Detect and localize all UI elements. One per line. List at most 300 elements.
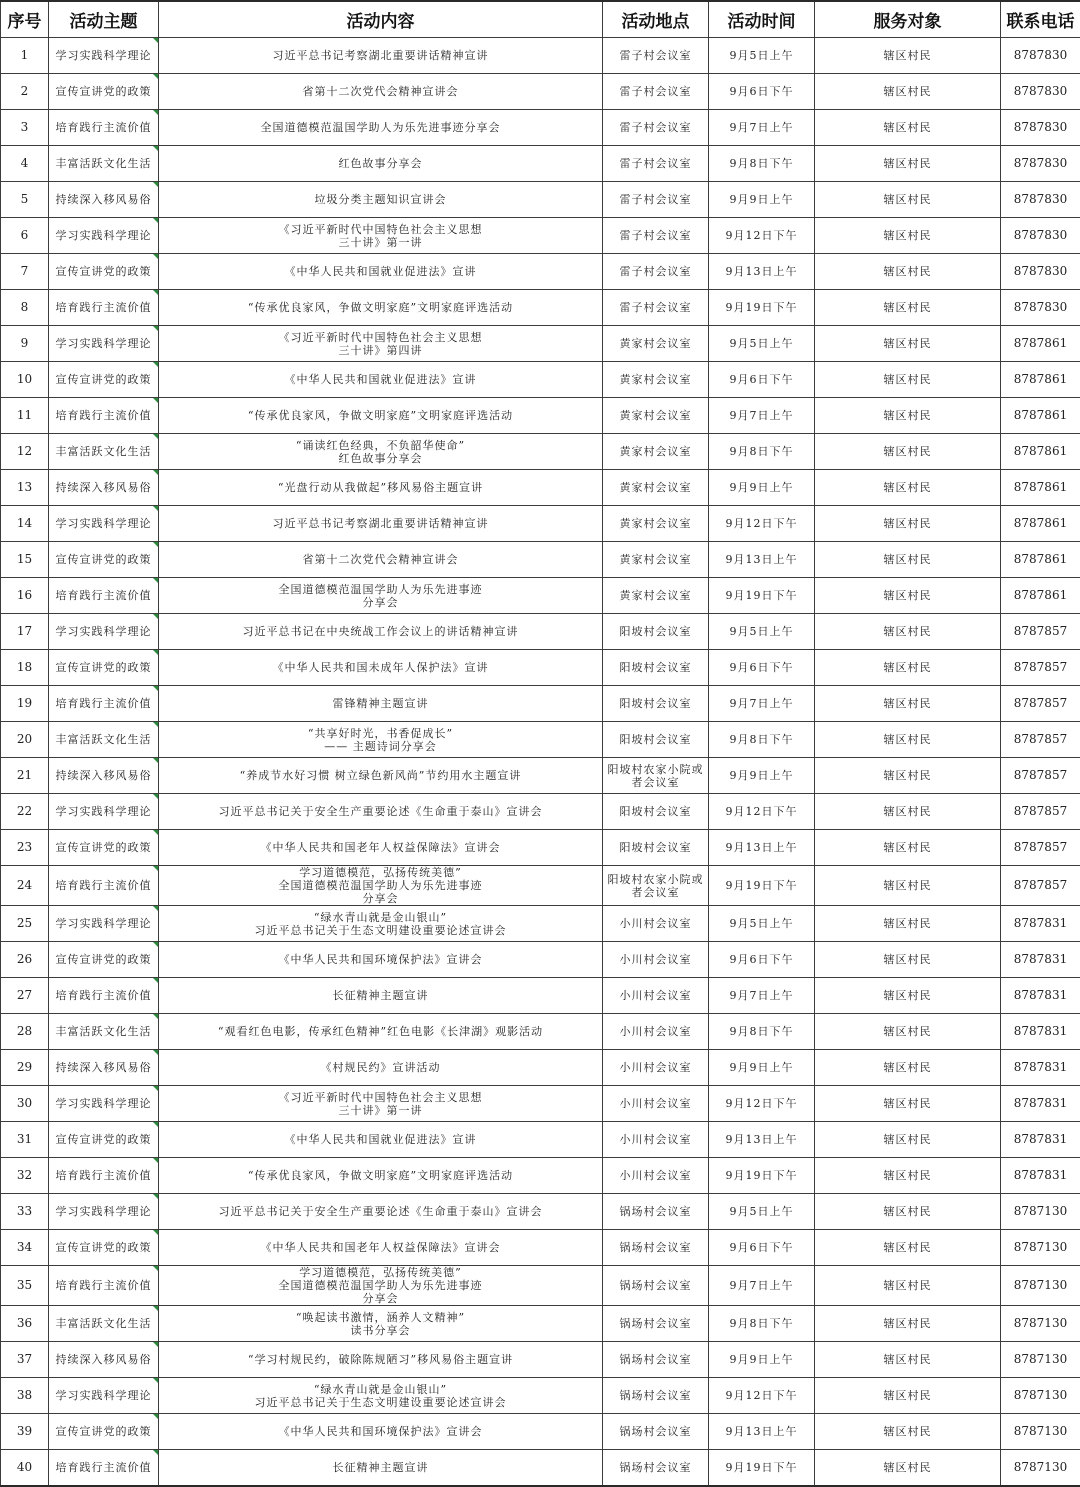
table-row xyxy=(1,146,1080,182)
table-row xyxy=(1,38,1080,74)
cell-target: 辖区村民 xyxy=(815,650,1001,686)
table-row xyxy=(1,1158,1080,1194)
cell-time: 9月9日上午 xyxy=(709,1050,815,1086)
table-row xyxy=(1,578,1080,614)
cell-place: 阳坡村会议室 xyxy=(603,650,709,686)
cell-content: 全国道德模范温国学助人为乐先进事迹 分享会 xyxy=(159,578,603,614)
cell-theme: 学习实践科学理论 xyxy=(49,326,159,362)
cell-content: “观看红色电影，传承红色精神”红色电影《长津湖》观影活动 xyxy=(159,1014,603,1050)
cell-target: 辖区村民 xyxy=(815,434,1001,470)
cell-theme: 培育践行主流价值 xyxy=(49,290,159,326)
cell-tel: 8787130 xyxy=(1001,1306,1080,1342)
cell-place: 黄家村会议室 xyxy=(603,470,709,506)
cell-seq: 24 xyxy=(1,866,49,906)
cell-time: 9月7日上午 xyxy=(709,978,815,1014)
cell-content: 全国道德模范温国学助人为乐先进事迹分享会 xyxy=(159,110,603,146)
cell-target: 辖区村民 xyxy=(815,1266,1001,1306)
cell-time: 9月8日下午 xyxy=(709,722,815,758)
cell-seq: 36 xyxy=(1,1306,49,1342)
cell-time: 9月19日下午 xyxy=(709,290,815,326)
table-body xyxy=(1,38,1080,1487)
table-row xyxy=(1,686,1080,722)
cell-content: 学习道德模范，弘扬传统美德” 全国道德模范温国学助人为乐先进事迹 分享会 xyxy=(159,866,603,906)
header-content: 活动内容 xyxy=(159,1,603,38)
cell-place: 雷子村会议室 xyxy=(603,290,709,326)
cell-tel: 8787857 xyxy=(1001,794,1080,830)
table-row xyxy=(1,722,1080,758)
header-tel: 联系电话 xyxy=(1001,1,1080,38)
cell-place: 黄家村会议室 xyxy=(603,398,709,434)
cell-content: 《中华人民共和国就业促进法》宣讲 xyxy=(159,362,603,398)
cell-target: 辖区村民 xyxy=(815,110,1001,146)
cell-target: 辖区村民 xyxy=(815,38,1001,74)
cell-theme: 持续深入移风易俗 xyxy=(49,182,159,218)
cell-seq: 1 xyxy=(1,38,49,74)
cell-theme: 学习实践科学理论 xyxy=(49,38,159,74)
cell-content: 习近平总书记在中央统战工作会议上的讲话精神宣讲 xyxy=(159,614,603,650)
table-row xyxy=(1,942,1080,978)
cell-theme: 学习实践科学理论 xyxy=(49,614,159,650)
cell-place: 雷子村会议室 xyxy=(603,254,709,290)
cell-theme: 丰富活跃文化生活 xyxy=(49,1306,159,1342)
cell-seq: 15 xyxy=(1,542,49,578)
cell-time: 9月13日上午 xyxy=(709,1122,815,1158)
cell-content: 省第十二次党代会精神宣讲会 xyxy=(159,74,603,110)
cell-content: “诵读红色经典，不负韶华使命” 红色故事分享会 xyxy=(159,434,603,470)
table-row xyxy=(1,866,1080,906)
cell-tel: 8787830 xyxy=(1001,38,1080,74)
cell-theme: 宣传宣讲党的政策 xyxy=(49,650,159,686)
cell-time: 9月5日上午 xyxy=(709,906,815,942)
cell-seq: 29 xyxy=(1,1050,49,1086)
cell-target: 辖区村民 xyxy=(815,1230,1001,1266)
cell-place: 雷子村会议室 xyxy=(603,182,709,218)
table-row xyxy=(1,326,1080,362)
cell-time: 9月12日下午 xyxy=(709,1086,815,1122)
cell-seq: 6 xyxy=(1,218,49,254)
cell-time: 9月12日下午 xyxy=(709,794,815,830)
cell-theme: 丰富活跃文化生活 xyxy=(49,434,159,470)
cell-time: 9月8日下午 xyxy=(709,1014,815,1050)
cell-time: 9月12日下午 xyxy=(709,506,815,542)
cell-theme: 持续深入移风易俗 xyxy=(49,1050,159,1086)
cell-place: 锅场村会议室 xyxy=(603,1378,709,1414)
cell-place: 雷子村会议室 xyxy=(603,110,709,146)
table-row xyxy=(1,1342,1080,1378)
cell-time: 9月5日上午 xyxy=(709,38,815,74)
cell-tel: 8787830 xyxy=(1001,182,1080,218)
cell-theme: 学习实践科学理论 xyxy=(49,1378,159,1414)
cell-time: 9月7日上午 xyxy=(709,1266,815,1306)
cell-theme: 培育践行主流价值 xyxy=(49,578,159,614)
cell-tel: 8787857 xyxy=(1001,830,1080,866)
cell-content: 《村规民约》宣讲活动 xyxy=(159,1050,603,1086)
cell-place: 阳坡村农家小院或 者会议室 xyxy=(603,758,709,794)
cell-tel: 8787857 xyxy=(1001,866,1080,906)
table-row xyxy=(1,1378,1080,1414)
cell-target: 辖区村民 xyxy=(815,1122,1001,1158)
cell-seq: 27 xyxy=(1,978,49,1014)
cell-theme: 宣传宣讲党的政策 xyxy=(49,362,159,398)
cell-seq: 38 xyxy=(1,1378,49,1414)
cell-tel: 8787861 xyxy=(1001,326,1080,362)
header-place: 活动地点 xyxy=(603,1,709,38)
cell-time: 9月19日下午 xyxy=(709,1158,815,1194)
cell-seq: 25 xyxy=(1,906,49,942)
cell-theme: 培育践行主流价值 xyxy=(49,1158,159,1194)
cell-time: 9月19日下午 xyxy=(709,1450,815,1487)
cell-time: 9月5日上午 xyxy=(709,326,815,362)
cell-seq: 3 xyxy=(1,110,49,146)
cell-time: 9月7日上午 xyxy=(709,686,815,722)
cell-content: “共享好时光，书香促成长” —— 主题诗词分享会 xyxy=(159,722,603,758)
cell-seq: 12 xyxy=(1,434,49,470)
cell-theme: 学习实践科学理论 xyxy=(49,1194,159,1230)
cell-place: 阳坡村会议室 xyxy=(603,614,709,650)
cell-seq: 28 xyxy=(1,1014,49,1050)
header-target: 服务对象 xyxy=(815,1,1001,38)
cell-theme: 宣传宣讲党的政策 xyxy=(49,1414,159,1450)
cell-time: 9月8日下午 xyxy=(709,146,815,182)
cell-seq: 10 xyxy=(1,362,49,398)
cell-place: 锅场村会议室 xyxy=(603,1450,709,1487)
cell-theme: 丰富活跃文化生活 xyxy=(49,146,159,182)
cell-time: 9月6日下午 xyxy=(709,362,815,398)
cell-target: 辖区村民 xyxy=(815,470,1001,506)
cell-theme: 宣传宣讲党的政策 xyxy=(49,74,159,110)
cell-target: 辖区村民 xyxy=(815,906,1001,942)
table-row xyxy=(1,1086,1080,1122)
cell-place: 雷子村会议室 xyxy=(603,146,709,182)
cell-content: 《习近平新时代中国特色社会主义思想 三十讲》第一讲 xyxy=(159,218,603,254)
cell-time: 9月8日下午 xyxy=(709,1306,815,1342)
cell-content: 习近平总书记考察湖北重要讲话精神宣讲 xyxy=(159,506,603,542)
cell-tel: 8787830 xyxy=(1001,110,1080,146)
cell-target: 辖区村民 xyxy=(815,1342,1001,1378)
cell-theme: 宣传宣讲党的政策 xyxy=(49,942,159,978)
cell-content: “光盘行动从我做起”移风易俗主题宣讲 xyxy=(159,470,603,506)
cell-tel: 8787830 xyxy=(1001,146,1080,182)
cell-place: 阳坡村会议室 xyxy=(603,722,709,758)
cell-tel: 8787130 xyxy=(1001,1342,1080,1378)
cell-time: 9月9日上午 xyxy=(709,758,815,794)
cell-place: 黄家村会议室 xyxy=(603,506,709,542)
cell-time: 9月13日上午 xyxy=(709,254,815,290)
cell-content: 垃圾分类主题知识宣讲会 xyxy=(159,182,603,218)
table-row xyxy=(1,906,1080,942)
table-row xyxy=(1,542,1080,578)
cell-place: 黄家村会议室 xyxy=(603,578,709,614)
table-row xyxy=(1,978,1080,1014)
cell-content: 红色故事分享会 xyxy=(159,146,603,182)
cell-target: 辖区村民 xyxy=(815,794,1001,830)
cell-seq: 13 xyxy=(1,470,49,506)
cell-place: 小川村会议室 xyxy=(603,906,709,942)
cell-time: 9月6日下午 xyxy=(709,942,815,978)
cell-time: 9月6日下午 xyxy=(709,650,815,686)
cell-theme: 培育践行主流价值 xyxy=(49,1266,159,1306)
cell-place: 阳坡村会议室 xyxy=(603,686,709,722)
table-row xyxy=(1,1122,1080,1158)
table-row xyxy=(1,830,1080,866)
cell-target: 辖区村民 xyxy=(815,218,1001,254)
cell-time: 9月5日上午 xyxy=(709,614,815,650)
cell-tel: 8787130 xyxy=(1001,1230,1080,1266)
cell-place: 小川村会议室 xyxy=(603,978,709,1014)
cell-seq: 11 xyxy=(1,398,49,434)
cell-target: 辖区村民 xyxy=(815,506,1001,542)
table-row xyxy=(1,362,1080,398)
cell-time: 9月19日下午 xyxy=(709,866,815,906)
cell-target: 辖区村民 xyxy=(815,326,1001,362)
cell-seq: 33 xyxy=(1,1194,49,1230)
cell-tel: 8787130 xyxy=(1001,1450,1080,1487)
cell-place: 雷子村会议室 xyxy=(603,218,709,254)
cell-place: 锅场村会议室 xyxy=(603,1306,709,1342)
cell-seq: 31 xyxy=(1,1122,49,1158)
table-row xyxy=(1,506,1080,542)
table-header-row xyxy=(1,1,1080,38)
cell-theme: 培育践行主流价值 xyxy=(49,866,159,906)
cell-tel: 8787130 xyxy=(1001,1194,1080,1230)
cell-tel: 8787830 xyxy=(1001,290,1080,326)
cell-content: “绿水青山就是金山银山” 习近平总书记关于生态文明建设重要论述宣讲会 xyxy=(159,906,603,942)
cell-seq: 14 xyxy=(1,506,49,542)
table-row xyxy=(1,254,1080,290)
cell-tel: 8787861 xyxy=(1001,398,1080,434)
cell-time: 9月7日上午 xyxy=(709,110,815,146)
cell-seq: 7 xyxy=(1,254,49,290)
cell-tel: 8787861 xyxy=(1001,578,1080,614)
cell-tel: 8787857 xyxy=(1001,614,1080,650)
table-row xyxy=(1,290,1080,326)
cell-tel: 8787831 xyxy=(1001,1122,1080,1158)
cell-time: 9月13日上午 xyxy=(709,830,815,866)
cell-time: 9月7日上午 xyxy=(709,398,815,434)
cell-theme: 学习实践科学理论 xyxy=(49,1086,159,1122)
cell-content: 《习近平新时代中国特色社会主义思想 三十讲》第一讲 xyxy=(159,1086,603,1122)
cell-seq: 32 xyxy=(1,1158,49,1194)
cell-seq: 23 xyxy=(1,830,49,866)
cell-tel: 8787861 xyxy=(1001,542,1080,578)
cell-theme: 宣传宣讲党的政策 xyxy=(49,830,159,866)
cell-target: 辖区村民 xyxy=(815,74,1001,110)
cell-target: 辖区村民 xyxy=(815,866,1001,906)
table-row xyxy=(1,434,1080,470)
cell-target: 辖区村民 xyxy=(815,1450,1001,1487)
cell-content: 习近平总书记考察湖北重要讲话精神宣讲 xyxy=(159,38,603,74)
cell-time: 9月12日下午 xyxy=(709,218,815,254)
cell-theme: 丰富活跃文化生活 xyxy=(49,722,159,758)
cell-target: 辖区村民 xyxy=(815,1306,1001,1342)
cell-target: 辖区村民 xyxy=(815,578,1001,614)
cell-content: 长征精神主题宣讲 xyxy=(159,1450,603,1487)
cell-place: 黄家村会议室 xyxy=(603,434,709,470)
cell-target: 辖区村民 xyxy=(815,686,1001,722)
cell-content: 学习道德模范，弘扬传统美德” 全国道德模范温国学助人为乐先进事迹 分享会 xyxy=(159,1266,603,1306)
cell-seq: 26 xyxy=(1,942,49,978)
cell-tel: 8787861 xyxy=(1001,434,1080,470)
header-time: 活动时间 xyxy=(709,1,815,38)
table-row xyxy=(1,398,1080,434)
cell-seq: 22 xyxy=(1,794,49,830)
table-row xyxy=(1,758,1080,794)
cell-content: 长征精神主题宣讲 xyxy=(159,978,603,1014)
cell-tel: 8787830 xyxy=(1001,254,1080,290)
table-row xyxy=(1,1050,1080,1086)
cell-tel: 8787830 xyxy=(1001,74,1080,110)
cell-content: “绿水青山就是金山银山” 习近平总书记关于生态文明建设重要论述宣讲会 xyxy=(159,1378,603,1414)
cell-seq: 21 xyxy=(1,758,49,794)
table-row xyxy=(1,74,1080,110)
cell-time: 9月13日上午 xyxy=(709,1414,815,1450)
cell-content: 《习近平新时代中国特色社会主义思想 三十讲》第四讲 xyxy=(159,326,603,362)
cell-seq: 30 xyxy=(1,1086,49,1122)
cell-tel: 8787857 xyxy=(1001,686,1080,722)
cell-time: 9月12日下午 xyxy=(709,1378,815,1414)
cell-content: 习近平总书记关于安全生产重要论述《生命重于泰山》宣讲会 xyxy=(159,1194,603,1230)
cell-target: 辖区村民 xyxy=(815,290,1001,326)
cell-time: 9月9日上午 xyxy=(709,182,815,218)
cell-content: “传承优良家风，争做文明家庭”文明家庭评选活动 xyxy=(159,290,603,326)
cell-place: 黄家村会议室 xyxy=(603,542,709,578)
cell-target: 辖区村民 xyxy=(815,182,1001,218)
cell-tel: 8787830 xyxy=(1001,218,1080,254)
cell-target: 辖区村民 xyxy=(815,362,1001,398)
cell-theme: 培育践行主流价值 xyxy=(49,978,159,1014)
cell-theme: 学习实践科学理论 xyxy=(49,906,159,942)
cell-theme: 培育践行主流价值 xyxy=(49,398,159,434)
cell-content: “传承优良家风，争做文明家庭”文明家庭评选活动 xyxy=(159,1158,603,1194)
cell-theme: 宣传宣讲党的政策 xyxy=(49,254,159,290)
cell-seq: 4 xyxy=(1,146,49,182)
cell-tel: 8787831 xyxy=(1001,942,1080,978)
cell-tel: 8787857 xyxy=(1001,758,1080,794)
cell-content: 《中华人民共和国就业促进法》宣讲 xyxy=(159,254,603,290)
cell-content: 《中华人民共和国未成年人保护法》宣讲 xyxy=(159,650,603,686)
cell-target: 辖区村民 xyxy=(815,1050,1001,1086)
cell-seq: 16 xyxy=(1,578,49,614)
cell-time: 9月19日下午 xyxy=(709,578,815,614)
cell-seq: 19 xyxy=(1,686,49,722)
cell-seq: 2 xyxy=(1,74,49,110)
cell-tel: 8787861 xyxy=(1001,506,1080,542)
cell-theme: 宣传宣讲党的政策 xyxy=(49,1122,159,1158)
cell-place: 小川村会议室 xyxy=(603,1050,709,1086)
cell-theme: 学习实践科学理论 xyxy=(49,794,159,830)
cell-place: 阳坡村会议室 xyxy=(603,794,709,830)
cell-target: 辖区村民 xyxy=(815,1158,1001,1194)
table-row xyxy=(1,182,1080,218)
cell-content: 《中华人民共和国环境保护法》宣讲会 xyxy=(159,942,603,978)
cell-seq: 35 xyxy=(1,1266,49,1306)
cell-theme: 持续深入移风易俗 xyxy=(49,1342,159,1378)
cell-seq: 37 xyxy=(1,1342,49,1378)
cell-content: “传承优良家风，争做文明家庭”文明家庭评选活动 xyxy=(159,398,603,434)
cell-place: 小川村会议室 xyxy=(603,1158,709,1194)
cell-seq: 20 xyxy=(1,722,49,758)
cell-target: 辖区村民 xyxy=(815,722,1001,758)
table-row xyxy=(1,614,1080,650)
cell-tel: 8787831 xyxy=(1001,1158,1080,1194)
cell-tel: 8787130 xyxy=(1001,1414,1080,1450)
cell-place: 小川村会议室 xyxy=(603,1086,709,1122)
cell-content: “唤起读书激情，涵养人文精神” 读书分享会 xyxy=(159,1306,603,1342)
cell-seq: 18 xyxy=(1,650,49,686)
cell-place: 阳坡村农家小院或 者会议室 xyxy=(603,866,709,906)
cell-tel: 8787857 xyxy=(1001,650,1080,686)
cell-tel: 8787861 xyxy=(1001,362,1080,398)
cell-place: 小川村会议室 xyxy=(603,1014,709,1050)
table-row xyxy=(1,1230,1080,1266)
cell-content: 《中华人民共和国老年人权益保障法》宣讲会 xyxy=(159,830,603,866)
cell-tel: 8787857 xyxy=(1001,722,1080,758)
cell-target: 辖区村民 xyxy=(815,398,1001,434)
cell-theme: 学习实践科学理论 xyxy=(49,506,159,542)
table-row xyxy=(1,470,1080,506)
cell-target: 辖区村民 xyxy=(815,1378,1001,1414)
cell-place: 雷子村会议室 xyxy=(603,74,709,110)
cell-theme: 宣传宣讲党的政策 xyxy=(49,1230,159,1266)
header-seq: 序号 xyxy=(1,1,49,38)
cell-theme: 培育践行主流价值 xyxy=(49,1450,159,1487)
cell-target: 辖区村民 xyxy=(815,614,1001,650)
table-row xyxy=(1,1450,1080,1487)
table-row xyxy=(1,1306,1080,1342)
cell-place: 黄家村会议室 xyxy=(603,362,709,398)
cell-target: 辖区村民 xyxy=(815,830,1001,866)
cell-place: 锅场村会议室 xyxy=(603,1230,709,1266)
cell-place: 锅场村会议室 xyxy=(603,1194,709,1230)
cell-content: 雷锋精神主题宣讲 xyxy=(159,686,603,722)
cell-theme: 学习实践科学理论 xyxy=(49,218,159,254)
table-row xyxy=(1,110,1080,146)
cell-seq: 17 xyxy=(1,614,49,650)
cell-place: 黄家村会议室 xyxy=(603,326,709,362)
cell-time: 9月13日上午 xyxy=(709,542,815,578)
cell-theme: 培育践行主流价值 xyxy=(49,110,159,146)
cell-place: 锅场村会议室 xyxy=(603,1414,709,1450)
cell-tel: 8787831 xyxy=(1001,906,1080,942)
cell-seq: 8 xyxy=(1,290,49,326)
cell-time: 9月6日下午 xyxy=(709,1230,815,1266)
cell-target: 辖区村民 xyxy=(815,1194,1001,1230)
cell-time: 9月9日上午 xyxy=(709,1342,815,1378)
cell-tel: 8787831 xyxy=(1001,1014,1080,1050)
cell-theme: 丰富活跃文化生活 xyxy=(49,1014,159,1050)
cell-target: 辖区村民 xyxy=(815,758,1001,794)
cell-place: 小川村会议室 xyxy=(603,942,709,978)
cell-target: 辖区村民 xyxy=(815,254,1001,290)
table-row xyxy=(1,1014,1080,1050)
cell-place: 锅场村会议室 xyxy=(603,1342,709,1378)
table-row xyxy=(1,650,1080,686)
table-row xyxy=(1,1194,1080,1230)
cell-content: “养成节水好习惯 树立绿色新风尚”节约用水主题宣讲 xyxy=(159,758,603,794)
cell-place: 阳坡村会议室 xyxy=(603,830,709,866)
header-theme: 活动主题 xyxy=(49,1,159,38)
cell-seq: 5 xyxy=(1,182,49,218)
cell-target: 辖区村民 xyxy=(815,978,1001,1014)
cell-content: 《中华人民共和国老年人权益保障法》宣讲会 xyxy=(159,1230,603,1266)
cell-content: 《中华人民共和国环境保护法》宣讲会 xyxy=(159,1414,603,1450)
cell-target: 辖区村民 xyxy=(815,542,1001,578)
table-row xyxy=(1,1414,1080,1450)
cell-tel: 8787831 xyxy=(1001,978,1080,1014)
cell-seq: 9 xyxy=(1,326,49,362)
cell-time: 9月8日下午 xyxy=(709,434,815,470)
table-row xyxy=(1,794,1080,830)
